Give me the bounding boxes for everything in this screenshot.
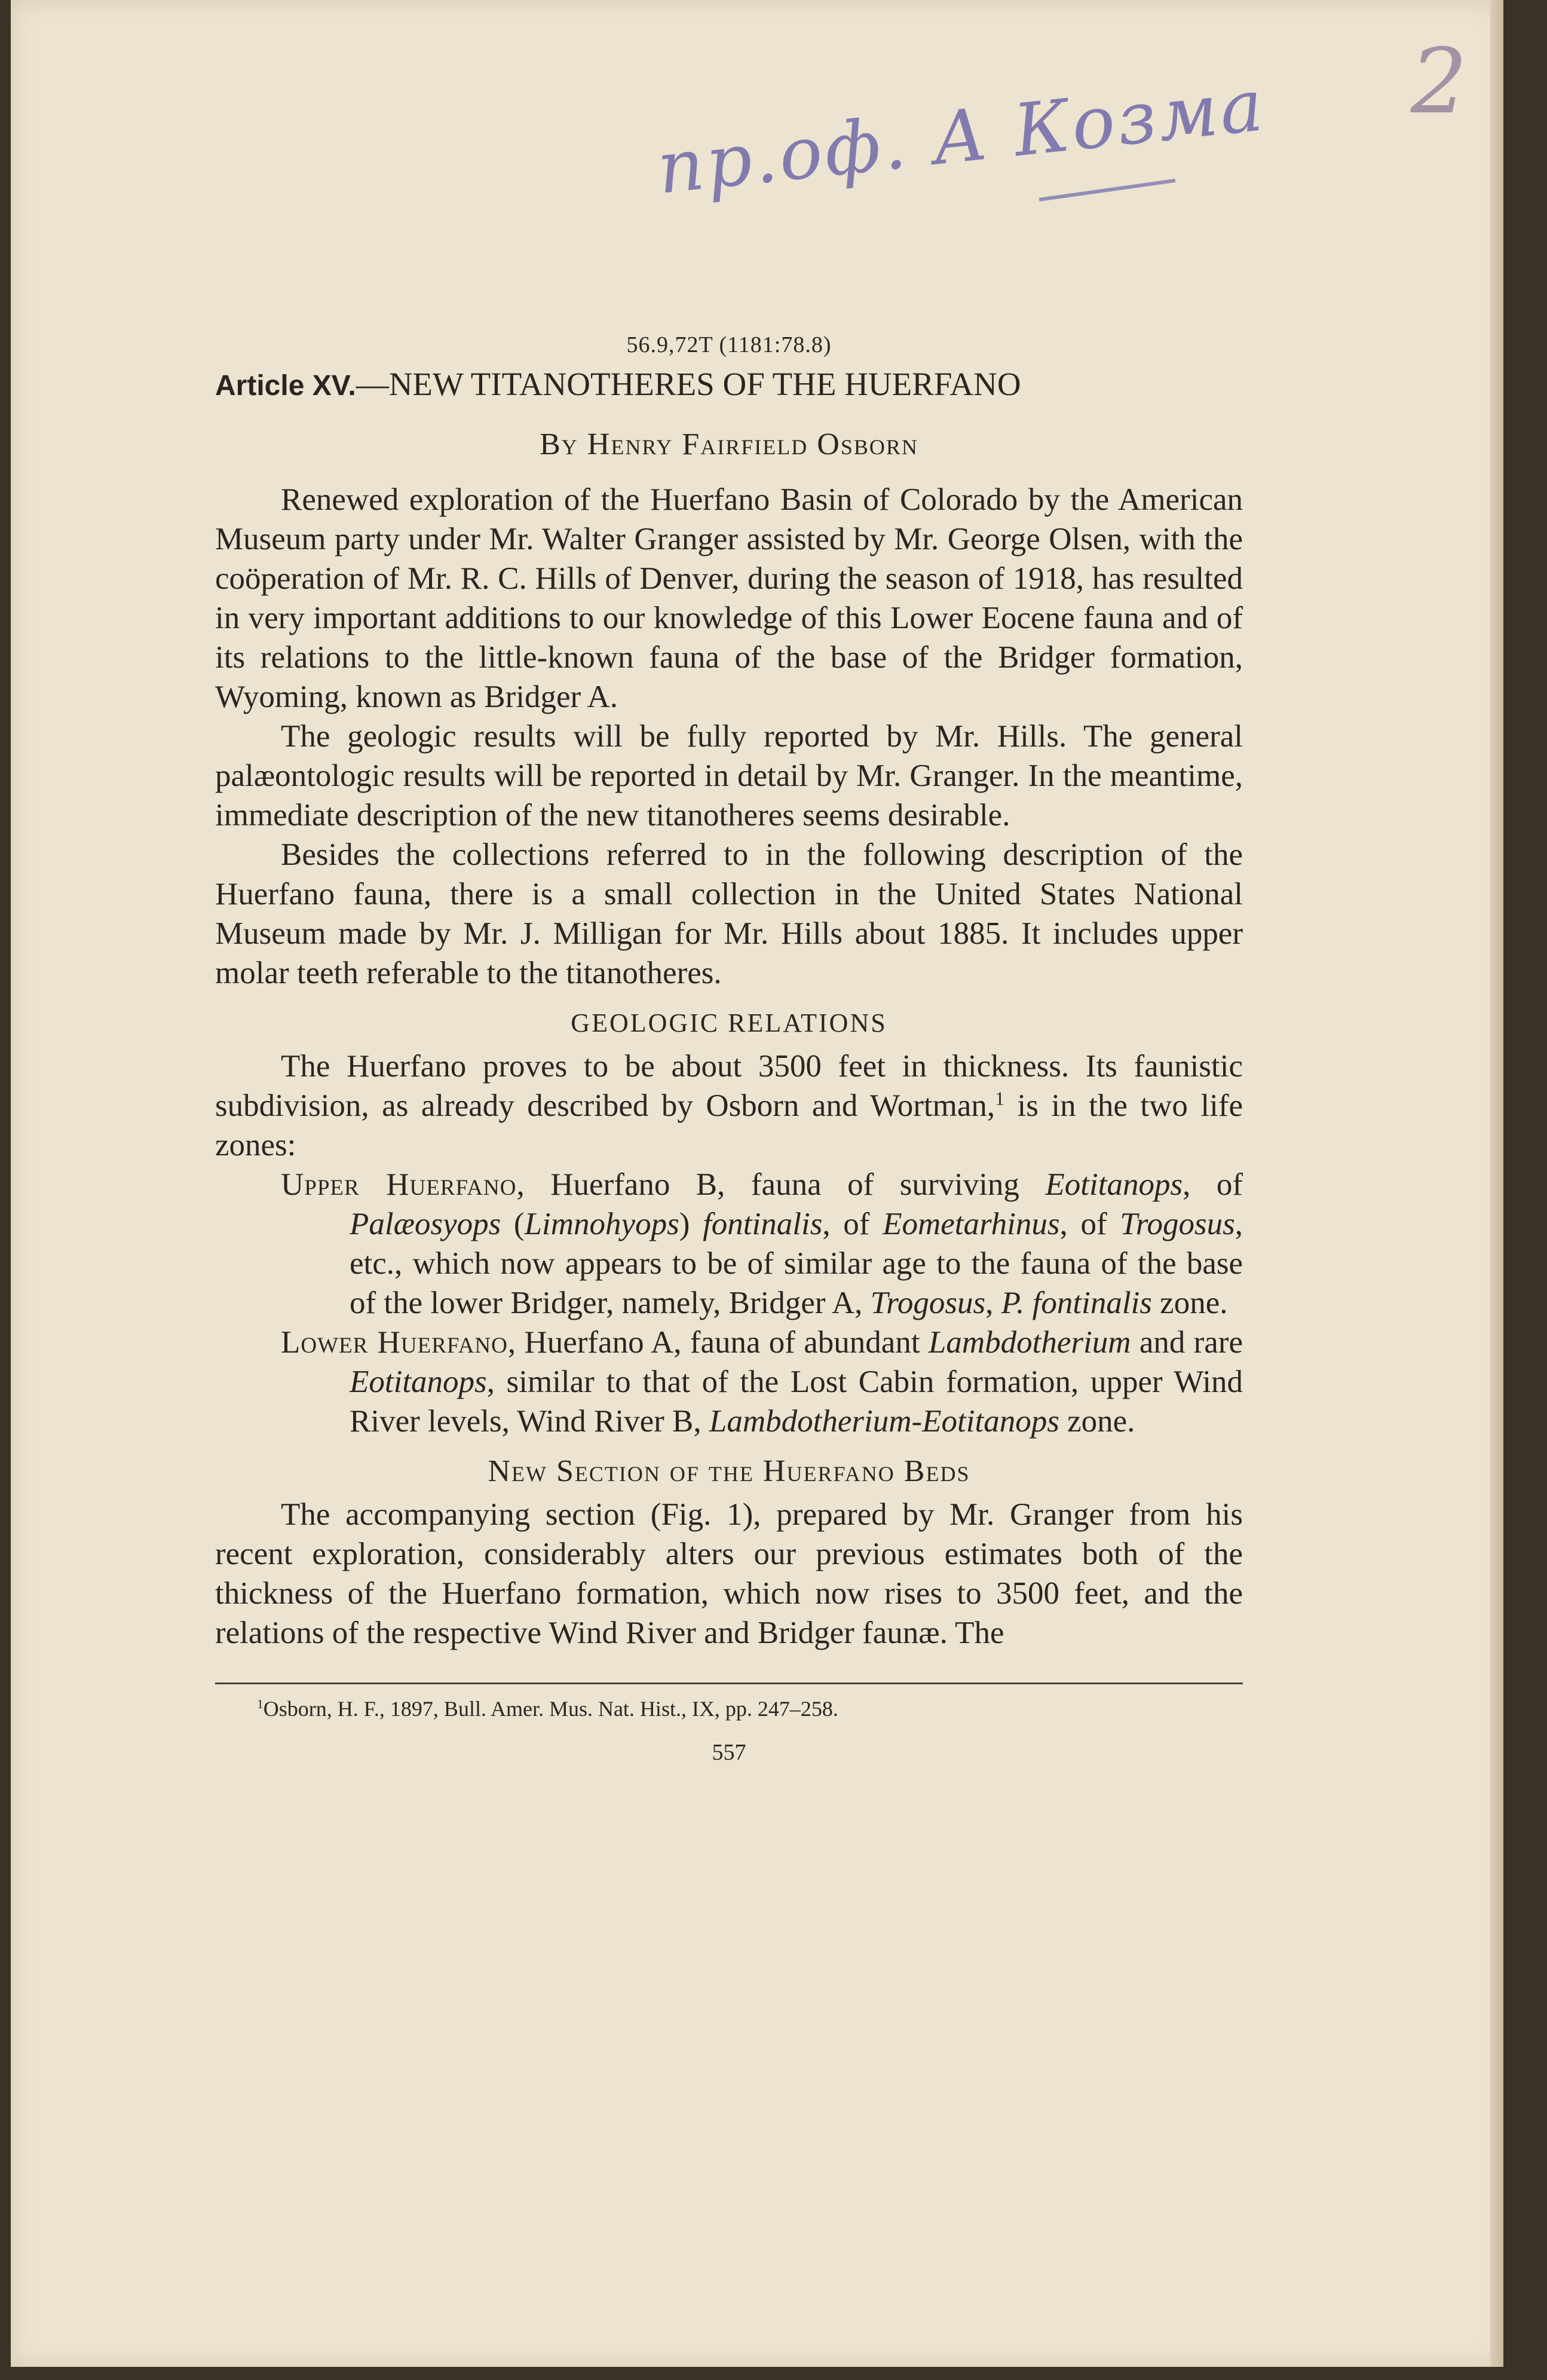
- lower-huerfano-zone: Lower Huerfano, Huerfano A, fauna of abundant Lambdotherium and rare Eotitanops, similar to that of the Lost Cabin formation, upper Wind River levels, Wind River B, Lambdotherium-Eotitanops zone.: [281, 1325, 1243, 1439]
- section-heading-new-section: New Section of the Huerfano Beds: [488, 1454, 970, 1488]
- section-heading-geologic-relations: GEOLOGIC RELATIONS: [571, 1008, 887, 1038]
- handwritten-annotation: пр.оф. А Козма: [653, 64, 1269, 210]
- intro-paragraph-3: Besides the collections referred to in the following description of the Huerfano fauna, there is a small collection in the United States National Museum made by Mr. J. Milligan for Mr. Hills about 1885. It includes upper molar teeth referable to the titanotheres.: [215, 837, 1243, 990]
- article-label: Article XV.: [215, 370, 356, 402]
- article-content: [215, 332, 1243, 1766]
- document-page: [11, 0, 1503, 2367]
- footnote-marker: 1: [257, 1697, 264, 1711]
- upper-huerfano-zone: Upper Huerfano, Huerfano B, fauna of surviving Eotitanops, of Palæosyops (Limnohyops) fontinalis, of Eometarhinus, of Trogosus, etc., which now appears to be of similar age to the fauna of the base of the lower Bridger, namely, Bridger A, Trogosus, P. fontinalis zone.: [281, 1167, 1243, 1320]
- annotation-underline: [1039, 179, 1176, 201]
- page-edge: [1490, 0, 1503, 2367]
- new-section-paragraph: The accompanying section (Fig. 1), prepared by Mr. Granger from his recent exploration, considerably alters our previous estimates both of the thickness of the Huerfano formation, which now rises to 3500 feet, and the relations of the respective Wind River and Bridger faunæ. The: [215, 1497, 1243, 1650]
- article-title: —NEW TITANOTHERES OF THE HUERFANO: [356, 366, 1021, 402]
- footnote-text: Osborn, H. F., 1897, Bull. Amer. Mus. Nat. Hist., IX, pp. 247–258.: [263, 1697, 838, 1721]
- page-number: 557: [712, 1740, 746, 1765]
- author-byline: By Henry Fairfield Osborn: [540, 427, 918, 461]
- intro-paragraph-1: Renewed exploration of the Huerfano Basin of Colorado by the American Museum party under Mr. Walter Granger assisted by Mr. George Olsen, with the coöperation of Mr. R. C. Hills of Denver, during the season of 1918, has resulted in very important additions to our knowledge of this Lower Eocene fauna and of its relations to the little-known fauna of the base of the Bridger formation, Wyoming, known as Bridger A.: [215, 482, 1243, 714]
- footnote-reference: 1: [995, 1088, 1005, 1109]
- intro-paragraph-2: The geologic results will be fully reported by Mr. Hills. The general palæontologic results will be reported in detail by Mr. Granger. In the meantime, immediate description of the new titanotheres seems desirable.: [215, 719, 1243, 833]
- corner-page-mark: 2: [1410, 30, 1468, 134]
- zone-name-upper: Upper Huerfano: [281, 1167, 517, 1202]
- article-title-line: [215, 365, 1243, 403]
- geologic-relations-intro: The Huerfano proves to be about 3500 feet in thickness. Its faunistic subdivision, as already described by Osborn and Wortman,$^1$ is in the two life zones:: [215, 1049, 1243, 1163]
- footnote: [215, 1696, 1243, 1721]
- zone-name-lower: Lower Huerfano: [281, 1325, 508, 1360]
- article-body: [215, 480, 1243, 1653]
- footnote-divider: [215, 1682, 1243, 1684]
- classification-number: 56.9,72T (1181:78.8): [626, 332, 832, 357]
